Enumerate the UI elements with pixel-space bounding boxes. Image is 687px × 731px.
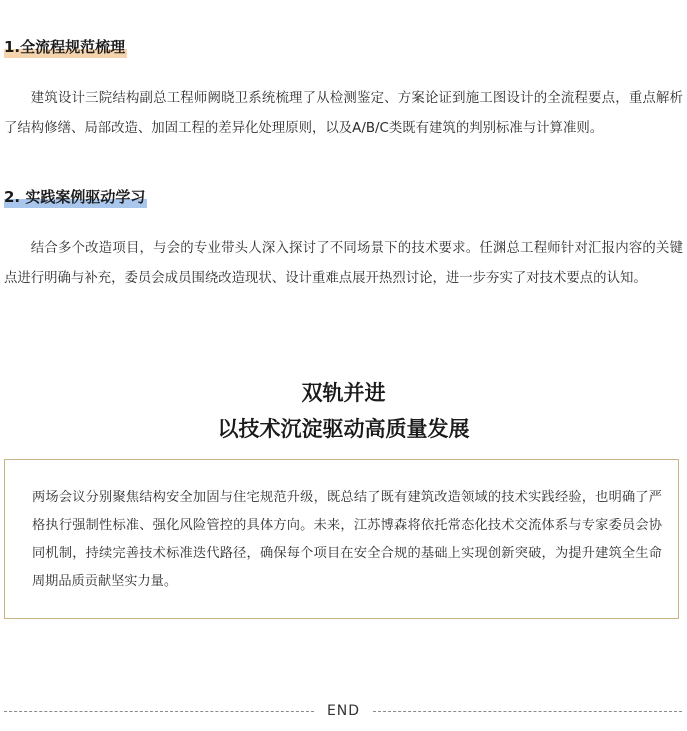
section-1-heading: 1.全流程规范梳理 <box>4 38 126 56</box>
end-divider-left-line <box>4 711 314 712</box>
section-3-title-line-2: 以技术沉淀驱动高质量发展 <box>217 417 470 441</box>
end-divider-right-line <box>373 711 682 712</box>
summary-paragraph: 两场会议分别聚焦结构安全加固与住宅规范升级，既总结了既有建筑改造领域的技术实践经验，也明确了严格执行强制性标准、强化风险管控的具体方向。未来，江苏博森将依托常态化技术交流体系与专家委员会协同机制，持续完善技术标准迭代路径，确保每个项目在安全合规的基础上实现创新突破，为提升建筑全生命周期品质贡献坚实力量。 <box>32 490 662 589</box>
section-2-paragraph: 结合多个改造项目，与会的专业带头人深入探讨了不同场景下的技术要求。任渊总工程师针对汇报内容的关键点进行明确与补充，委员会成员围绕改造现状、设计重难点展开热烈讨论，进一步夯实了对技术要点的认知。 <box>4 241 683 286</box>
section-2-heading: 2. 实践案例驱动学习 <box>4 188 146 206</box>
section-3-title-line-1: 双轨并进 <box>301 381 386 405</box>
section-1-paragraph: 建筑设计三院结构副总工程师阙晓卫系统梳理了从检测鉴定、方案论证到施工图设计的全流程要点，重点解析了结构修缮、局部改造、加固工程的差异化处理原则，以及A/B/C类既有建筑的判别标准与计算准则。 <box>4 91 683 136</box>
end-divider <box>0 700 687 722</box>
end-label: END <box>326 703 361 719</box>
summary-box <box>4 459 679 619</box>
